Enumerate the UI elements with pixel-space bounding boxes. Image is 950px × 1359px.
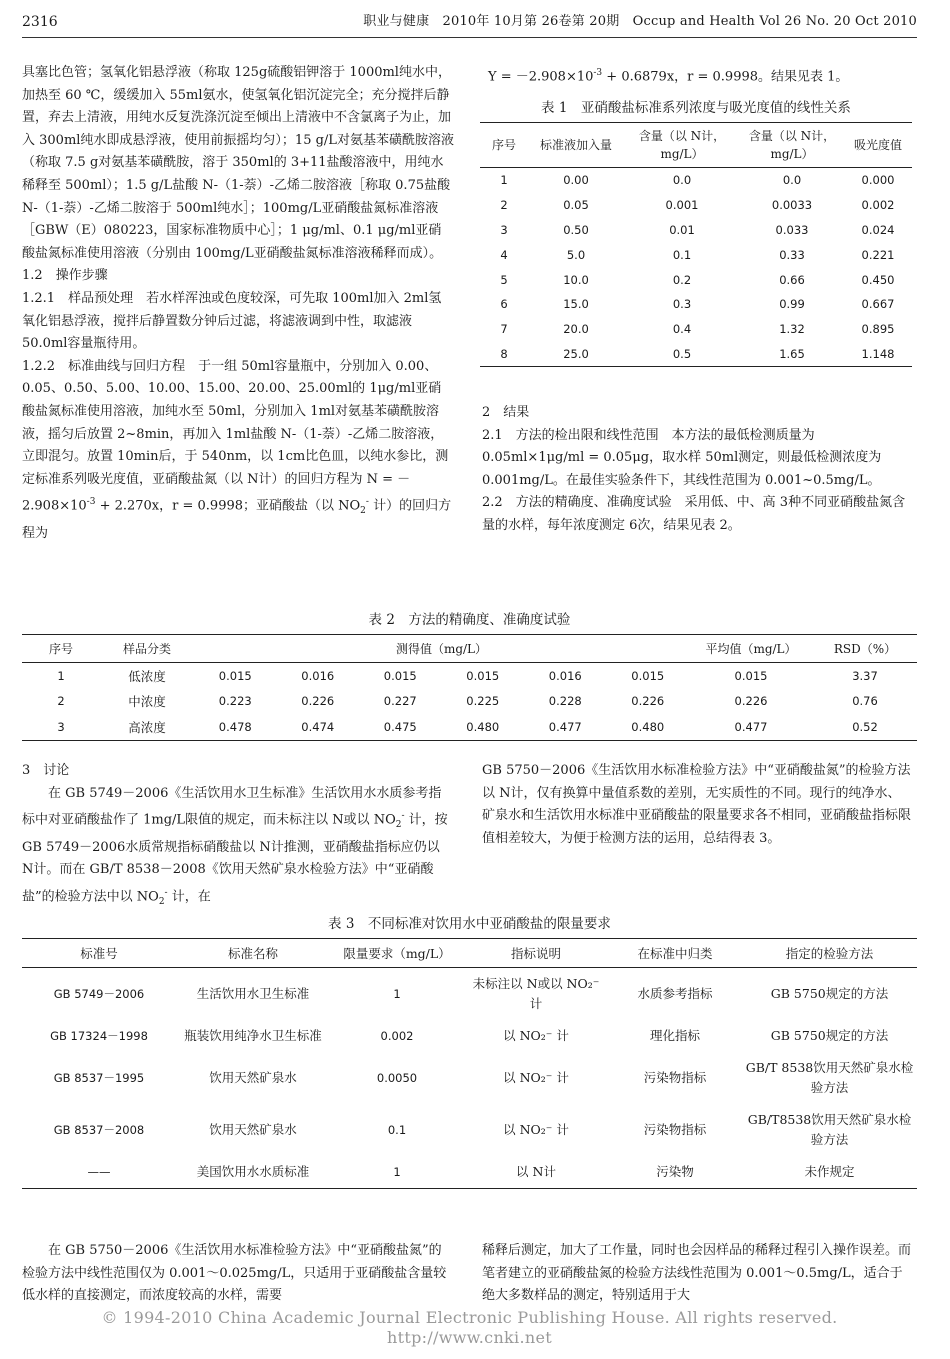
- table-2: [22, 608, 917, 741]
- table-cell: 0.477: [524, 714, 607, 740]
- equation-a: Y = －2.908×10: [488, 69, 594, 85]
- table-cell: 0.015: [383, 668, 417, 683]
- table-cell: 0.221: [861, 247, 895, 262]
- table-cell: 0.0: [782, 173, 802, 188]
- table-row: [22, 689, 917, 715]
- table-cell: 0.480: [607, 714, 690, 740]
- journal-name-en: Occup and Health Vol 26 No. 20 Oct 2010: [632, 14, 917, 29]
- table-header: 平均值（mg/L）: [689, 635, 813, 663]
- table-cell: 3: [500, 222, 508, 237]
- table-header: 指定的检验方法: [742, 939, 917, 968]
- running-header: [22, 10, 917, 38]
- table-cell: 1: [330, 1156, 464, 1189]
- table-cell: GB 5750规定的方法: [770, 1028, 889, 1043]
- bottom-right-paragraph: 稀释后测定，加大了工作量，同时也会因样品的稀释过程引入操作误差。而笔者建立的亚硝酸盐氮的检验方法线性范围为 0.001～0.5mg/L，适合于绝大多数样品的测定，特别适用于大: [482, 1243, 912, 1304]
- table-header: 测得值（mg/L）: [194, 635, 689, 663]
- table-cell: 0.475: [359, 714, 442, 740]
- table-cell: 0.1: [387, 1123, 407, 1137]
- section-1-2-2-paragraph: [22, 356, 454, 546]
- section-3-heading: 3 讨论: [22, 763, 70, 778]
- table-cell: 0.226: [631, 694, 665, 709]
- table-cell: 0.226: [301, 694, 335, 709]
- header-rule: [22, 37, 917, 38]
- table-header: 标准号: [22, 939, 176, 968]
- table-cell: 0.1: [672, 247, 692, 262]
- table-row: [22, 1156, 917, 1189]
- table-header: 限量要求（mg/L）: [330, 939, 464, 968]
- discussion-text-b: 计，按 GB 5749－2006水质常规指标硝酸盐以 N计推测，亚硝酸盐指标应仍以 N计。而在 GB/T 8538－2008《饮用天然矿泉水检验方法》中“亚硝酸盐”的检验方法中以 NO: [22, 812, 448, 905]
- bottom-left-paragraph: 在 GB 5750－2006《生活饮用水标准检验方法》中“亚硝酸盐氮”的检验方法中线性范围仅为 0.001～0.025mg/L，只适用于亚硝酸盐含量较低水样的直接测定，而浓度较高的水样，需要: [22, 1243, 447, 1304]
- table-row: [480, 168, 912, 193]
- table-row: [480, 267, 912, 292]
- equation-exponent: -3: [593, 68, 603, 78]
- table-cell: 0.0033: [771, 198, 813, 213]
- table-cell: 0.015: [631, 668, 665, 683]
- issue-cn: 2010年 10月第 26卷第 20期: [442, 14, 620, 29]
- table-cell: 0.33: [779, 247, 805, 262]
- table-row: [480, 193, 912, 218]
- table-cell: 0.66: [779, 272, 805, 287]
- table-cell: 瓶装饮用纯净水卫生标准: [184, 1028, 322, 1043]
- table-row: [22, 714, 917, 740]
- table-1-body: [480, 168, 912, 367]
- table-cell: 10.0: [563, 272, 589, 287]
- regression-text-c: 计）的回归方程为: [22, 498, 452, 541]
- table-cell: 5.0: [566, 247, 586, 262]
- table-cell: 0.05: [563, 198, 589, 213]
- table-row: [480, 218, 912, 243]
- table-cell: 0.225: [466, 694, 500, 709]
- table-cell: 高浓度: [100, 714, 194, 740]
- results-section: [482, 402, 912, 538]
- discussion-text-a: 在 GB 5749－2006《生活饮用水卫生标准》生活饮用水水质参考指标中对亚硝酸盐作了 1mg/L限值的规定，而未标注以 N或以 NO: [22, 785, 442, 828]
- table-cell: 0.015: [734, 668, 768, 683]
- superscript: -: [365, 497, 369, 508]
- table-cell: 0.50: [563, 222, 589, 237]
- table-cell: 0.478: [194, 714, 277, 740]
- table-cell: 未作规定: [742, 1156, 917, 1189]
- table-cell: ——: [22, 1156, 176, 1189]
- table-header: 标准名称: [176, 939, 330, 968]
- table-cell: 0.667: [861, 297, 895, 312]
- table-1: [480, 96, 912, 367]
- table-cell: 0.024: [861, 222, 895, 237]
- table-cell: 1: [393, 987, 401, 1001]
- table-2-caption: 表 2 方法的精确度、准确度试验: [368, 612, 571, 628]
- table-cell: 0.228: [548, 694, 582, 709]
- table-cell: 1: [500, 173, 508, 188]
- table-2-body: [22, 663, 917, 741]
- table-cell: 0.01: [669, 222, 695, 237]
- section-2-heading: 2 结果: [482, 405, 530, 420]
- table-cell: 以 NO₂⁻ 计: [503, 1122, 569, 1137]
- table-row: [22, 1104, 917, 1156]
- table-cell: 0.015: [466, 668, 500, 683]
- table-cell: 2: [57, 694, 65, 709]
- section-1-2-heading: 1.2 操作步骤: [22, 268, 108, 284]
- table-cell: 污染物: [608, 1156, 742, 1189]
- table-header: 序号: [22, 635, 100, 663]
- table-cell: 0.480: [442, 714, 525, 740]
- table-header: RSD（%）: [813, 635, 917, 663]
- table-cell: 污染物指标: [643, 1070, 707, 1085]
- table-cell: 0.0: [672, 173, 692, 188]
- table-header-row: [480, 123, 912, 168]
- journal-name-cn: 职业与健康: [363, 14, 430, 29]
- subscript: 2: [360, 506, 366, 517]
- table-cell: 0.223: [218, 694, 252, 709]
- table-cell: 0.002: [380, 1029, 414, 1043]
- table-row: [22, 1020, 917, 1052]
- reagents-paragraph: 具塞比色管；氢氧化铝悬浮液（称取 125g硫酸铝钾溶于 1000ml纯水中，加热至 60 ℃，缓缓加入 55ml氨水，使氢氧化铝沉淀完全；充分搅拌后静置，弃去上清液，用纯水反复洗涤沉淀至倾出上清液中不含氯离子为止，加入 300ml纯水即成悬浮液，使用前振摇均匀）；15 g/L对氨基苯磺酰胺溶液（称取 7.5 g对氨基苯磺酰胺，溶于 350ml的 3+11盐酸溶液中，用纯水稀释至 500ml）；1.5 g/L盐酸 N-（1-萘）-乙烯二胺溶液［称取 0.75盐酸 N-（1-萘）-乙烯二胺溶于 500ml纯水］；100mg/L亚硝酸盐氮标准溶液［GBW（E）080223，国家标准物质中心］；1 μg/ml、0.1 μg/ml亚硝酸盐氮标准使用溶液（分别由 100mg/L亚硝酸盐氮标准溶液稀释而成）。: [22, 65, 454, 261]
- table-cell: 0.477: [689, 714, 813, 740]
- table-3-grid: [22, 938, 917, 1189]
- regression-text-a: 1.2.2 标准曲线与回归方程 于一组 50ml容量瓶中，分别加入 0.00、0.05、0.50、5.00、10.00、15.00、20.00、25.00ml的 1μg/ml亚硝酸盐氮标准使用溶液，加纯水至 50ml，分别加入 1ml对氨基苯磺酰胺溶液，摇匀后放置 2~8min，再加入 1ml盐酸 N-（1-萘）-乙烯二胺溶液，立即混匀。放置 10min后，于 540nm，以 1cm比色皿，以纯水参比，测定标准系列吸光度值，亚硝酸盐氮（以 N计）的回归方程为 N = －2.908×10: [22, 358, 449, 514]
- section-2-2-paragraph: 2.2 方法的精确度、准确度试验 采用低、中、高 3种不同亚硝酸盐氮含量的水样，每年浓度测定 6次，结果见表 2。: [482, 495, 906, 533]
- table-row: [22, 663, 917, 689]
- table-cell: GB/T8538饮用天然矿泉水检验方法: [747, 1112, 912, 1147]
- table-cell: 3.37: [852, 668, 878, 683]
- table-row: [22, 1052, 917, 1104]
- table-cell: 低浓度: [128, 668, 166, 684]
- table-1-caption: 表 1 亚硝酸盐标准系列浓度与吸光度值的线性关系: [541, 100, 851, 116]
- table-cell: 污染物指标: [643, 1122, 707, 1137]
- table-cell: 生活饮用水卫生标准: [196, 986, 310, 1001]
- table-cell: 0.2: [672, 272, 692, 287]
- discussion-left: [22, 760, 454, 913]
- table-row: [480, 342, 912, 367]
- left-column-top: [22, 62, 454, 545]
- copyright-watermark: © 1994-2010 China Academic Journal Electronic Publishing House. All rights reserved. http://www.cnki.net: [101, 1308, 871, 1347]
- table-header: 标准液加入量: [528, 123, 624, 168]
- table-cell: 0.016: [548, 668, 582, 683]
- table-cell: 3: [22, 714, 100, 740]
- table-cell: 1.32: [779, 322, 805, 337]
- journal-info: [363, 10, 917, 34]
- table-3: [22, 912, 917, 1189]
- table-header: 含量（以 N计，mg/L）: [740, 123, 844, 168]
- table-header: 含量（以 N计，mg/L）: [624, 123, 740, 168]
- table-cell: 0.015: [218, 668, 252, 683]
- table-cell: 0.3: [672, 297, 692, 312]
- table-header-row: [22, 939, 917, 968]
- table-cell: GB 5749－2006: [53, 987, 145, 1001]
- table-1-grid: [480, 122, 912, 367]
- table-cell: 1.148: [844, 342, 912, 367]
- table-cell: 中浓度: [128, 694, 166, 710]
- regression-equation: [482, 62, 912, 89]
- table-cell: 0.52: [813, 714, 917, 740]
- table-cell: 0.474: [277, 714, 360, 740]
- table-cell: 1.65: [740, 342, 844, 367]
- table-3-caption: 表 3 不同标准对饮用水中亚硝酸盐的限量要求: [328, 916, 611, 932]
- table-cell: 以 NO₂⁻ 计: [503, 1070, 569, 1085]
- table-cell: GB/T 8538饮用天然矿泉水检验方法: [745, 1060, 914, 1095]
- table-cell: GB 5750规定的方法: [770, 986, 889, 1001]
- table-cell: 8: [480, 342, 528, 367]
- regression-text-b: + 2.270x，r = 0.9998；亚硝酸盐（以 NO: [95, 498, 361, 514]
- table-cell: 1: [57, 668, 65, 683]
- table-2-grid: [22, 634, 917, 741]
- bottom-right: [482, 1240, 912, 1308]
- table-cell: 0.002: [861, 198, 895, 213]
- discussion-paragraph-1: 在 GB 5749－2006《生活饮用水卫生标准》生活饮用水水质参考指标中对亚硝酸盐作了 1mg/L限值的规定，而未标注以 N或以 $NO_2^-$ 计，按 GB 5749－2006水质常规指标硝酸盐以 N计推测，亚硝酸盐指标应仍以 N计。而在 GB/T 8538－2008《饮用天然矿泉水检验方法》中“亚硝酸盐”的检验方法中以 $NO_2^-$ 计，在: [22, 785, 448, 907]
- table-cell: 0.5: [624, 342, 740, 367]
- table-cell: 2: [500, 198, 508, 213]
- discussion-right: [482, 760, 912, 850]
- table-header: 在标准中归类: [608, 939, 742, 968]
- table-cell: 未标注以 N或以 NO₂⁻ 计: [472, 976, 600, 1011]
- discussion-paragraph-2: GB 5750－2006《生活饮用水标准检验方法》中“亚硝酸盐氮”的检验方法以 N计，仅有换算中量值系数的差别，无实质性的不同。现行的纯净水、矿泉水和生活饮用水标准中亚硝酸盐的限量要求各不相同，亚硝酸盐指标限值相差较大，为便于检测方法的运用，总结得表 3。: [482, 763, 912, 846]
- exponent: -3: [86, 497, 96, 508]
- table-cell: 15.0: [563, 297, 589, 312]
- table-header: 序号: [480, 123, 528, 168]
- table-header-row: [22, 635, 917, 663]
- table-header: 样品分类: [100, 635, 194, 663]
- table-row: [480, 292, 912, 317]
- table-cell: GB 17324－1998: [50, 1029, 148, 1043]
- table-cell: 0.016: [301, 668, 335, 683]
- table-cell: 20.0: [563, 322, 589, 337]
- table-cell: 6: [500, 297, 508, 312]
- table-cell: 0.227: [383, 694, 417, 709]
- table-cell: 0.895: [861, 322, 895, 337]
- table-cell: 水质参考指标: [637, 986, 713, 1001]
- bottom-left: [22, 1240, 454, 1308]
- table-cell: 理化指标: [649, 1028, 700, 1043]
- discussion-text-c: 计，在: [167, 889, 211, 905]
- table-cell: 0.226: [734, 694, 768, 709]
- table-cell: 0.001: [665, 198, 699, 213]
- table-cell: 0.00: [563, 173, 589, 188]
- table-row: [480, 242, 912, 267]
- table-cell: 以 NO₂⁻ 计: [503, 1028, 569, 1043]
- table-cell: 5: [500, 272, 508, 287]
- table-cell: 0.000: [861, 173, 895, 188]
- table-cell: GB 8537－2008: [53, 1123, 145, 1137]
- table-cell: 0.0050: [376, 1071, 418, 1085]
- right-column-equation: [482, 62, 912, 89]
- table-cell: 0.76: [852, 694, 878, 709]
- table-3-body: [22, 968, 917, 1189]
- equation-b: + 0.6879x，r = 0.9998。结果见表 1。: [602, 69, 849, 85]
- table-cell: 0.450: [861, 272, 895, 287]
- table-cell: 0.033: [775, 222, 809, 237]
- table-cell: 以 N计: [464, 1156, 608, 1189]
- table-cell: 0.4: [672, 322, 692, 337]
- table-cell: 美国饮用水水质标准: [176, 1156, 330, 1189]
- table-cell: 7: [500, 322, 508, 337]
- table-cell: GB 8537－1995: [53, 1071, 145, 1085]
- table-header: 指标说明: [464, 939, 608, 968]
- table-cell: 饮用天然矿泉水: [209, 1122, 297, 1137]
- page-number: 2316: [22, 14, 58, 30]
- table-cell: 饮用天然矿泉水: [209, 1070, 297, 1085]
- table-cell: 25.0: [528, 342, 624, 367]
- table-row: [22, 968, 917, 1021]
- section-2-1-paragraph: 2.1 方法的检出限和线性范围 本方法的最低检测质量为 0.05ml×1μg/ml = 0.05μg，取水样 50ml测定，则最低检测浓度为 0.001mg/L。在最佳实验条件下，其线性范围为 0.001~0.5mg/L。: [482, 427, 882, 488]
- table-cell: 0.99: [779, 297, 805, 312]
- section-1-2-1-paragraph: 1.2.1 样品预处理 若水样浑浊或色度较深，可先取 100ml加入 2ml氢氧化铝悬浮液，搅拌后静置数分钟后过滤，将滤液调到中性，取滤液 50.0ml容量瓶待用。: [22, 290, 442, 352]
- table-cell: 4: [500, 247, 508, 262]
- table-header: 吸光度值: [844, 123, 912, 168]
- table-row: [480, 317, 912, 342]
